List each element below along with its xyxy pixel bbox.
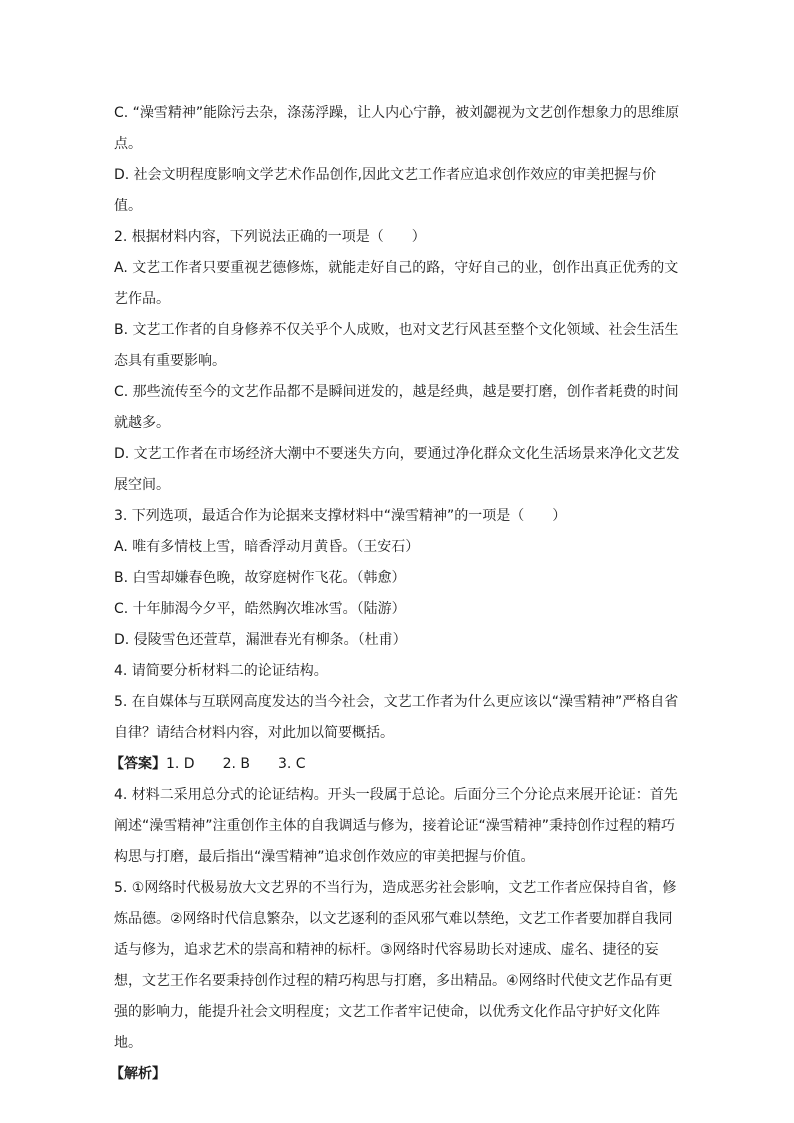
answer-label: 【答案】	[110, 756, 166, 772]
option-3b-text: B. 白雪却嫌春色晚，故穿庭树作飞花。（韩愈）	[114, 570, 406, 586]
option-1c-text: C. “澡雪精神”能除污去杂，涤荡浮躁，让人内心宁静，被刘勰视为文艺创作想象力的思维原点。	[114, 105, 680, 152]
analysis-label: 【解析】	[110, 1066, 166, 1082]
option-2a-text: A. 文艺工作者只要重视艺德修炼，就能走好自己的路，守好自己的业，创作出真正优秀的文艺作品。	[114, 260, 679, 307]
document-body	[110, 98, 684, 1090]
option-3d-text: D. 侵陵雪色还萱草，漏泄春光有柳条。（杜甫）	[114, 632, 407, 648]
analysis-label-line	[110, 1059, 684, 1090]
option-2b-text: B. 文艺工作者的自身修养不仅关乎个人成败，也对文艺行风甚至整个文化领域、社会生活生态具有重要影响。	[114, 322, 679, 369]
answer-line	[110, 749, 684, 780]
option-2c-text: C. 那些流传至今的文艺作品都不是瞬间迸发的，越是经典，越是要打磨，创作者耗费的时间就越多。	[114, 384, 679, 431]
answer-4-text: 4. 材料二采用总分式的论证结构。开头一段属于总论。后面分三个分论点来展开论证：首先阐述“澡雪精神”注重创作主体的自我调适与修为，接着论证“澡雪精神”秉持创作过程的精巧构思与打磨，最后指出“澡雪精神”追求创作效应的审美把握与价值。	[114, 787, 678, 865]
option-3c-text: C. 十年肺渴今夕平，皓然胸次堆冰雪。（陆游）	[114, 601, 406, 617]
option-1d-text: D. 社会文明程度影响文学艺术作品创作,因此文艺工作者应追求创作效应的审美把握与价值。	[114, 167, 657, 214]
question-4-stem: 4. 请简要分析材料二的论证结构。	[114, 663, 328, 679]
answer-5-text: 5. ①网络时代极易放大文艺界的不当行为，造成恶劣社会影响，文艺工作者应保持自省，修炼品德。②网络时代信息繁杂，以文艺逐利的歪风邪气难以禁绝，文艺工作者要加群自我同适与修为，追求艺术的崇高和精神的标杆。③网络时代容易助长对速成、虚名、捷径的妄想，文艺王作名要秉持创作过程的精巧构思与打磨，多出精品。④网络时代使文艺作品有更强的影响力，能提升社会文明程度；文艺工作者牢记使命，以优秀文化作品守护好文化阵地。	[114, 880, 677, 1051]
answer-items: 1. D 2. B 3. C	[166, 756, 306, 772]
option-3a-text: A. 唯有多情枝上雪，暗香浮动月黄昏。（王安石）	[114, 539, 420, 555]
option-2d-text: D. 文艺工作者在市场经济大潮中不要迷失方向，要通过净化群众文化生活场景来净化文艺发展空间。	[114, 446, 680, 493]
question-3-stem: 3. 下列选项，最适合作为论据来支撑材料中“澡雪精神”的一项是（ ）	[114, 508, 567, 524]
question-2-stem: 2. 根据材料内容，下列说法正确的一项是（ ）	[114, 229, 426, 245]
question-5-stem: 5. 在自媒体与互联网高度发达的当今社会，文艺工作者为什么更应该以“澡雪精神”严格自省自律？请结合材料内容，对此加以简要概括。	[114, 694, 679, 741]
